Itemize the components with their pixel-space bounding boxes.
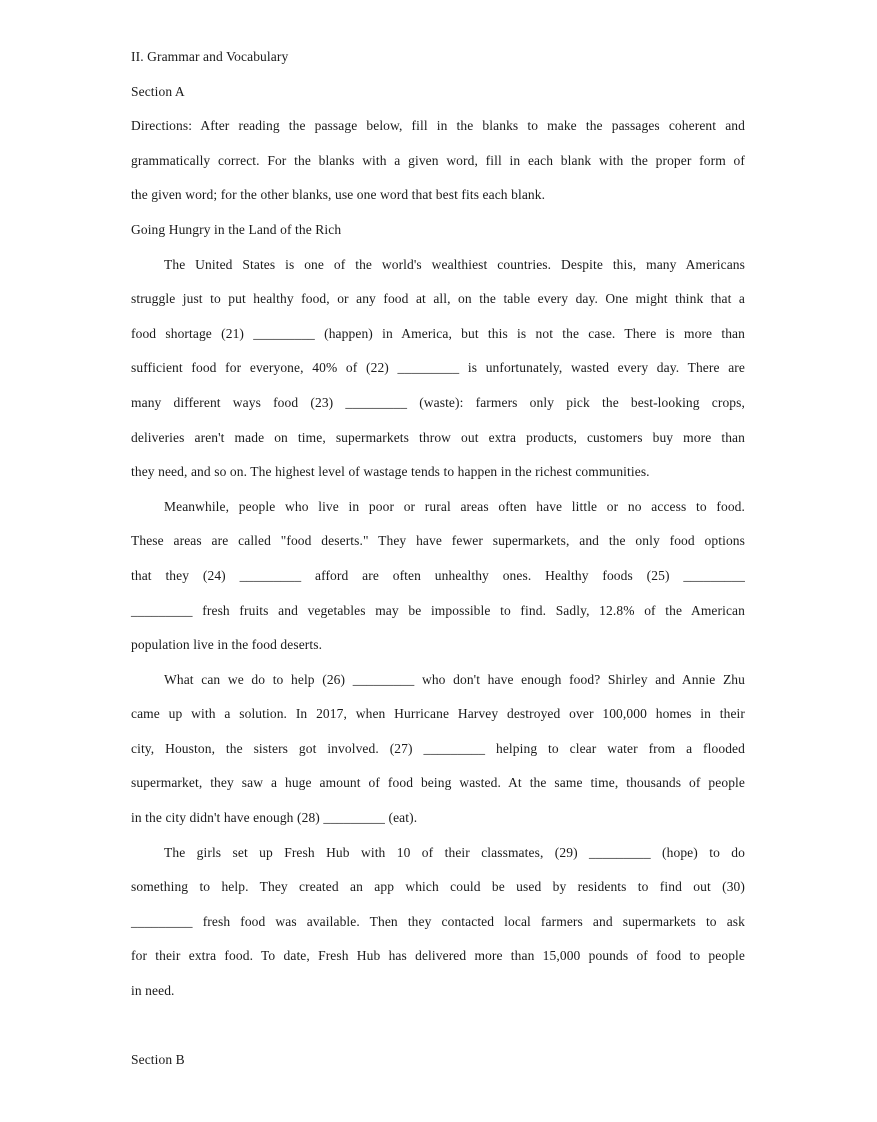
passage-paragraph-4-line-4: for their extra food. To date, Fresh Hub has delivered more than 15,000 pounds of food to people	[131, 948, 745, 964]
passage-paragraph-3-line-4: supermarket, they saw a huge amount of food being wasted. At the same time, thousands of people	[131, 775, 745, 791]
part-heading-line-1: II. Grammar and Vocabulary	[131, 49, 289, 64]
passage-paragraph-4-line-1: The girls set up Fresh Hub with 10 of their classmates, (29) _________ (hope) to do	[164, 844, 745, 860]
directions-paragraph-line-3: the given word; for the other blanks, use one word that best fits each blank.	[131, 187, 546, 203]
passage-paragraph-3-line-2: came up with a solution. In 2017, when Hurricane Harvey destroyed over 100,000 homes in their	[131, 706, 745, 722]
passage-paragraph-1-line-6: deliveries aren't made on time, supermarkets throw out extra products, customers buy more than	[131, 429, 745, 445]
passage-paragraph-2-line-2: These areas are called "food deserts." They have fewer supermarkets, and the only food options	[131, 533, 745, 549]
passage-paragraph-3-line-3: city, Houston, the sisters got involved. (27) _________ helping to clear water from a flooded	[131, 740, 745, 756]
passage-title	[131, 213, 745, 248]
passage-paragraph-1-line-4: sufficient food for everyone, 40% of (22) _________ is unfortunately, wasted every day. There are	[131, 360, 745, 376]
passage-paragraph-2	[131, 490, 745, 663]
passage-title-line-1: Going Hungry in the Land of the Rich	[131, 221, 342, 237]
section-b-heading	[131, 1043, 745, 1078]
passage-paragraph-3-line-1: What can we do to help (26) _________ who don't have enough food? Shirley and Annie Zhu	[164, 671, 745, 687]
section-a-heading	[131, 75, 745, 110]
section-b-heading-line-1: Section B	[131, 1052, 185, 1068]
passage-paragraph-2-line-4: _________ fresh fruits and vegetables may be impossible to find. Sadly, 12.8% of the American	[131, 602, 745, 618]
passage-paragraph-3-line-5: in the city didn't have enough (28) _________ (eat).	[131, 810, 418, 826]
directions-paragraph	[131, 109, 745, 213]
passage-paragraph-1-line-2: struggle just to put healthy food, or any food at all, on the table every day. One might think that a	[131, 291, 745, 307]
passage-paragraph-1-line-7: they need, and so on. The highest level of wastage tends to happen in the richest communities.	[131, 464, 650, 480]
passage-paragraph-2-line-1: Meanwhile, people who live in poor or rural areas often have little or no access to food.	[164, 498, 745, 514]
passage-paragraph-1-line-5: many different ways food (23) _________ (waste): farmers only pick the best-looking crops,	[131, 394, 745, 410]
directions-paragraph-line-2: grammatically correct. For the blanks with a given word, fill in each blank with the proper form of	[131, 152, 745, 168]
directions-paragraph-line-1: Directions: After reading the passage below, fill in the blanks to make the passages coherent and	[131, 118, 745, 134]
passage-paragraph-1-line-3: food shortage (21) _________ (happen) in America, but this is not the case. There is more than	[131, 325, 745, 341]
passage-paragraph-4-line-2: something to help. They created an app which could be used by residents to find out (30)	[131, 879, 745, 895]
section-a-heading-line-1: Section A	[131, 83, 185, 99]
document-body	[131, 40, 745, 1078]
part-heading	[131, 40, 745, 75]
passage-paragraph-2-line-3: that they (24) _________ afford are often unhealthy ones. Healthy foods (25) _________	[131, 567, 745, 583]
passage-paragraph-3	[131, 663, 745, 836]
passage-paragraph-1	[131, 248, 745, 490]
passage-paragraph-4	[131, 836, 745, 1009]
passage-paragraph-1-line-1: The United States is one of the world's wealthiest countries. Despite this, many Americans	[164, 256, 745, 272]
passage-paragraph-4-line-3: _________ fresh food was available. Then they contacted local farmers and supermarkets to ask	[131, 913, 745, 929]
passage-paragraph-2-line-5: population live in the food deserts.	[131, 637, 323, 653]
passage-paragraph-4-line-5: in need.	[131, 983, 175, 999]
